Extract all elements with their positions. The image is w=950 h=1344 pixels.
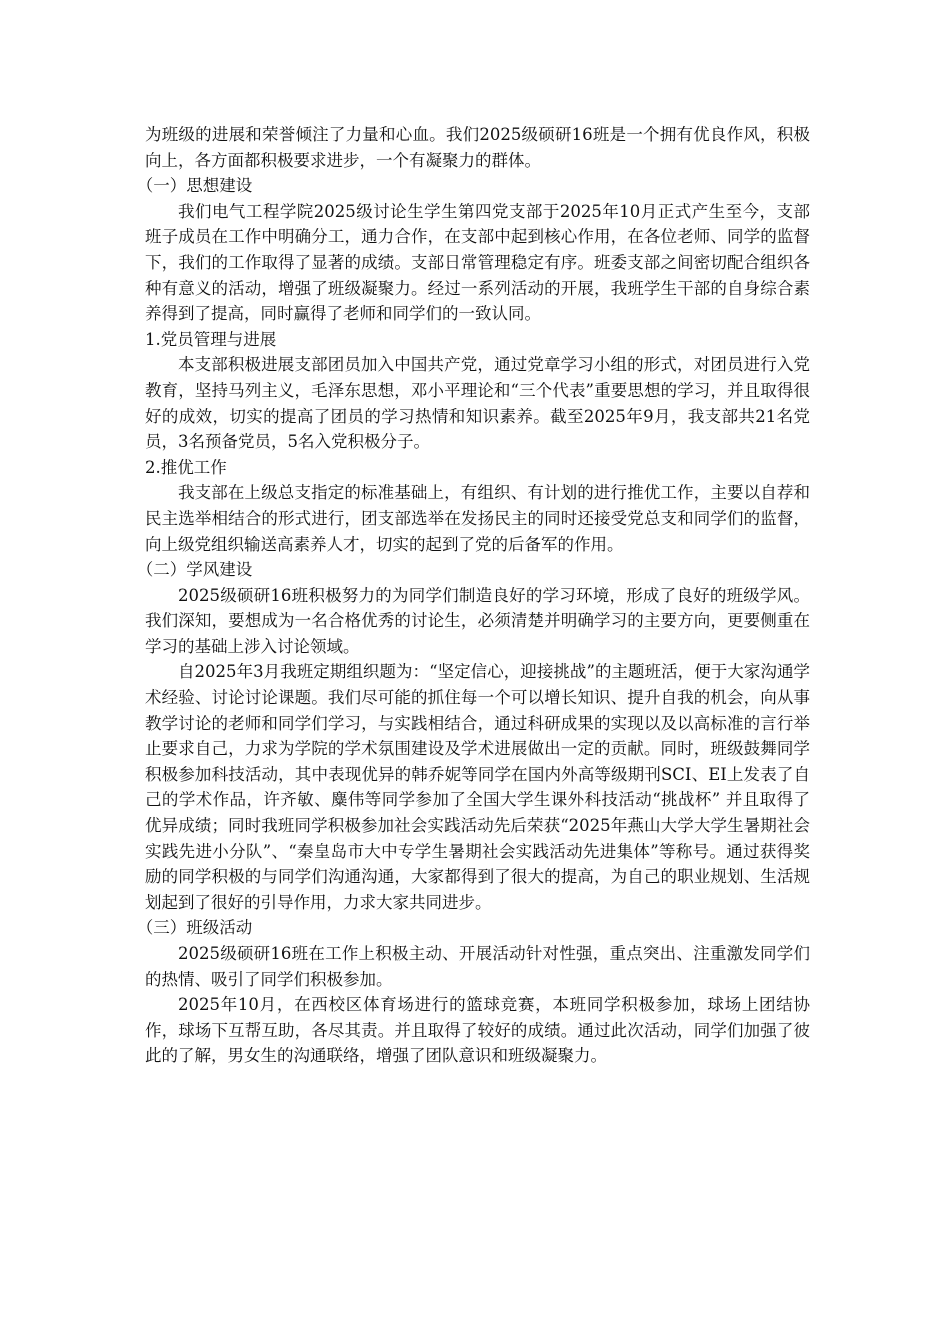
paragraph-intro: 为班级的进展和荣誉倾注了力量和心血。我们2025级硕研16班是一个拥有优良作风，积极向上，各方面都积极要求进步，一个有凝聚力的群体。 — [145, 125, 810, 170]
paragraph-ideology: 我们电气工程学院2025级讨论生学生第四党支部于2025年10月正式产生至今，支部班子成员在工作中明确分工，通力合作，在支部中起到核心作用，在各位老师、同学的监督下，我们的工作取得了显著的成绩。支部日常管理稳定有序。班委支部之间密切配合组织各种有意义的活动，增强了班级凝聚力。经过一系列活动的开展，我班学生干部的自身综合素养得到了提高，同时赢得了老师和同学们的一致认同。 — [145, 201, 810, 324]
subheading-recommendation: 2.推优工作 — [145, 457, 227, 477]
section-heading-study-style: （二）学风建设 — [136, 560, 253, 580]
section-heading-class-activities: （三）班级活动 — [136, 918, 253, 938]
paragraph-class-activities: 2025级硕研16班在工作上积极主动、开展活动针对性强，重点突出、注重激发同学们的热情、吸引了同学们积极参加。 — [145, 944, 810, 989]
section-heading-ideology: （一）思想建设 — [136, 176, 253, 196]
paragraph-study-style: 2025级硕研16班积极努力的为同学们制造良好的学习环境，形成了良好的班级学风。我们深知，要想成为一名合格优秀的讨论生，必须清楚并明确学习的主要方向，更要侧重在学习的基础上涉入讨论领域。 — [145, 585, 810, 656]
paragraph-study-activities: 自2025年3月我班定期组织题为：“坚定信心，迎接挑战”的主题班活，便于大家沟通学术经验、讨论讨论课题。我们尽可能的抓住每一个可以增长知识、提升自我的机会，向从事教学讨论的老师和同学们学习，与实践相结合，通过科研成果的实现以及以高标准的言行举止要求自己，力求为学院的学术氛围建设及学术进展做出一定的贡献。同时，班级鼓舞同学积极参加科技活动，其中表现优异的韩乔妮等同学在国内外高等级期刊SCI、EI上发表了自己的学术作品，许齐敏、麋伟等同学参加了全国大学生课外科技活动“挑战杯” 并且取得了优异成绩；同时我班同学积极参加社会实践活动先后荣获“2025年燕山大学大学生暑期社会实践先进小分队”、“秦皇岛市大中专学生暑期社会实践活动先进集体”等称号。通过获得奖励的同学积极的与同学们沟通沟通，大家都得到了很大的提高，为自己的职业规划、生活规划起到了很好的引导作用，力求大家共同进步。 — [145, 662, 810, 912]
subheading-party-management: 1.党员管理与进展 — [145, 329, 277, 349]
paragraph-recommendation: 我支部在上级总支指定的标准基础上，有组织、有计划的进行推优工作，主要以自荐和民主选举相结合的形式进行，团支部选举在发扬民主的同时还接受党总支和同学们的监督，向上级党组织输送高素养人才，切实的起到了党的后备军的作用。 — [145, 483, 810, 554]
paragraph-basketball: 2025年10月，在西校区体育场进行的篮球竞赛，本班同学积极参加，球场上团结协作，球场下互帮互助，各尽其责。并且取得了较好的成绩。通过此次活动，同学们加强了彼此的了解，男女生的沟通联络，增强了团队意识和班级凝聚力。 — [145, 995, 810, 1066]
document-body — [136, 122, 810, 1069]
paragraph-party-management: 本支部积极进展支部团员加入中国共产党，通过党章学习小组的形式，对团员进行入党教育，坚持马列主义，毛泽东思想，邓小平理论和“三个代表”重要思想的学习，并且取得很好的成效，切实的提高了团员的学习热情和知识素养。截至2025年9月，我支部共21名党员，3名预备党员，5名入党积极分子。 — [145, 355, 810, 452]
